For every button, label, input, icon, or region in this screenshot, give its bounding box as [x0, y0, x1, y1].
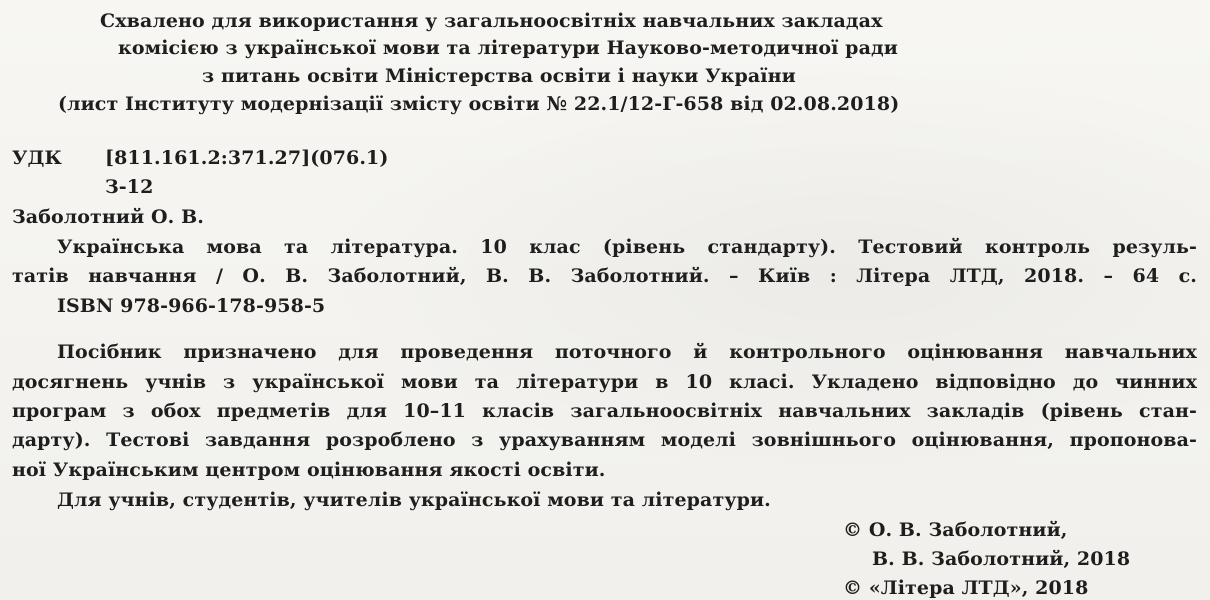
- copyright-line-3: © «Літера ЛТД», 2018: [843, 577, 1089, 599]
- annotation-line-3: програм з обох предметів для 10–11 класів загальноосвітніх навчальних закладів (рівень стан-: [12, 400, 1197, 422]
- author-heading: Заболотний О. В.: [12, 206, 204, 228]
- annotation-line-5: ної Українським центром оцінювання якості освіти.: [12, 459, 606, 481]
- audience-note: Для учнів, студентів, учителів української мови та літератури.: [57, 489, 771, 511]
- approval-line-2: комісією з української мови та літератури Науково-методичної ради: [118, 37, 898, 59]
- bibliography-line-1: Українська мова та література. 10 клас (рівень стандарту). Тестовий контроль резуль-: [57, 236, 1197, 258]
- author-mark: З-12: [105, 176, 154, 198]
- copyright-line-1: © О. В. Заболотний,: [843, 519, 1068, 541]
- isbn: ISBN 978-966-178-958-5: [57, 295, 326, 317]
- copyright-line-2: В. В. Заболотний, 2018: [872, 548, 1131, 570]
- approval-line-4: (лист Інституту модернізації змісту освіти № 22.1/12-Г-658 від 02.08.2018): [58, 93, 900, 115]
- approval-line-3: з питань освіти Міністерства освіти і науки України: [202, 65, 796, 87]
- bibliography-line-2: татів навчання / О. В. Заболотний, В. В. Заболотний. – Київ : Літера ЛТД, 2018. – 64 с.: [12, 265, 1197, 287]
- udk-code: [811.161.2:371.27](076.1): [105, 147, 389, 169]
- annotation-line-1: Посібник призначено для проведення поточного й контрольного оцінювання навчальних: [57, 341, 1197, 363]
- annotation-line-4: дарту). Тестові завдання розроблено з урахуванням моделі зовнішнього оцінювання, пропонова-: [12, 429, 1197, 451]
- annotation-line-2: досягнень учнів з української мови та літератури в 10 класі. Укладено відповідно до чинних: [12, 371, 1197, 393]
- udk-label: УДК: [12, 147, 62, 169]
- approval-line-1: Схвалено для використання у загальноосвітніх навчальних закладах: [100, 10, 883, 32]
